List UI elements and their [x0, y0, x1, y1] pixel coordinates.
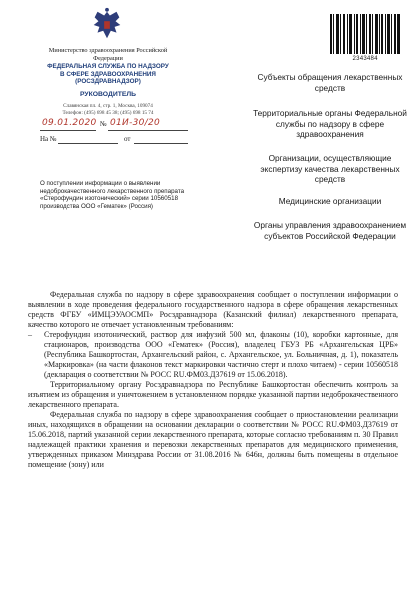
double-headed-eagle-emblem-icon	[88, 6, 126, 44]
handwritten-date: 09.01.2020	[42, 118, 97, 128]
number-prefix: №	[100, 120, 107, 128]
recipient-1: Субъекты обращения лекарственных средств	[257, 72, 403, 93]
barcode-number: 2343484	[352, 55, 378, 62]
letter-body	[28, 290, 398, 470]
handwritten-number: 01И-30/20	[110, 118, 161, 128]
paragraph-3: Федеральная служба по надзору в сфере здравоохранения сообщает о приостановлении реализации иных, находящихся в обращении на основании декларации о соответствии № РОСС RU.ФМ03.Д37619 от 15.06.2018, партий указанной серии лекарственного препарата, которые согласно требованиям п. 30 Правил надлежащей практики хранения и перевозки лекарственных препаратов для медицинского применения, утвержденных приказом Минздрава России от 31.08.2016 № 646н, должны быть помещены в отдельное помещение (зону) или	[28, 410, 398, 469]
barcode	[330, 14, 400, 54]
agency-phone: Телефон: (495) 698 45 38; (495) 698 15 74	[62, 110, 154, 116]
ref-prefix: На №	[40, 135, 57, 143]
position-title: РУКОВОДИТЕЛЬ	[79, 91, 137, 98]
recipient-3: Организации, осуществляющие экспертизу качества лекарственных средств	[260, 153, 400, 184]
recipient-2: Территориальные органы Федеральной службы по надзору в сфере здравоохранения	[253, 108, 407, 139]
agency-name: ФЕДЕРАЛЬНАЯ СЛУЖБА ПО НАДЗОРУ В СФЕРЕ ЗДРАВООХРАНЕНИЯ (РОСЗДРАВНАДЗОР)	[47, 63, 169, 86]
outgoing-number-line	[40, 118, 190, 132]
ref-from: от	[124, 135, 131, 143]
product-item-text: Стерофундин изотонический, раствор для инфузий 500 мл, флаконы (10), коробки картонные, для стационаров, производства ООО «Гематек» (Россия), владелец ГБУЗ РБ «Архангельская ЦРБ» (Республика Башкортостан, Архангельский район, с. Архангельское, ул. Больничная, д. 1), показатель «Маркировка» (на части флаконов текст маркировки частично стерт и плохо читаем) - серии 10560518 (декларация о соответствии № РОСС RU.ФМ03.Д37619 от 15.06.2018).	[44, 330, 398, 379]
product-item	[28, 330, 398, 380]
recipient-5: Органы управления здравоохранением субъектов Российской Федерации	[253, 220, 407, 241]
dash-mark: –	[28, 330, 32, 339]
reference-line	[40, 135, 190, 147]
ministry-name: Министерство здравоохранения Российской Федерации	[48, 47, 168, 62]
paragraph-2: Территориальному органу Росздравнадзора по Республике Башкортостан обеспечить контроль за изъятием из обращения и уничтожением в установленном порядке указанной партии недоброкачественного лекарственного препарата.	[28, 380, 398, 409]
agency-address: Славянская пл. 4, стр. 1, Москва, 109074	[63, 103, 153, 109]
paragraph-1: Федеральная служба по надзору в сфере здравоохранения сообщает о поступлении информации о выявлении в ходе проведения федерального государственного надзора в сфере обращения лекарственных средств ФГБУ «ИМЦЭУАОСМП» Росздравнадзора (Казанский филиал) лекарственного препарата, качество которого не отвечает установленным требованиям:	[28, 290, 398, 329]
letter-subject: О поступлении информации о выявлении недоброкачественного лекарственного препарата «Стерофундин изотонический» серии 10560518 производства ООО «Гематек» (Россия)	[40, 180, 185, 210]
recipient-4: Медицинские организации	[278, 196, 382, 206]
